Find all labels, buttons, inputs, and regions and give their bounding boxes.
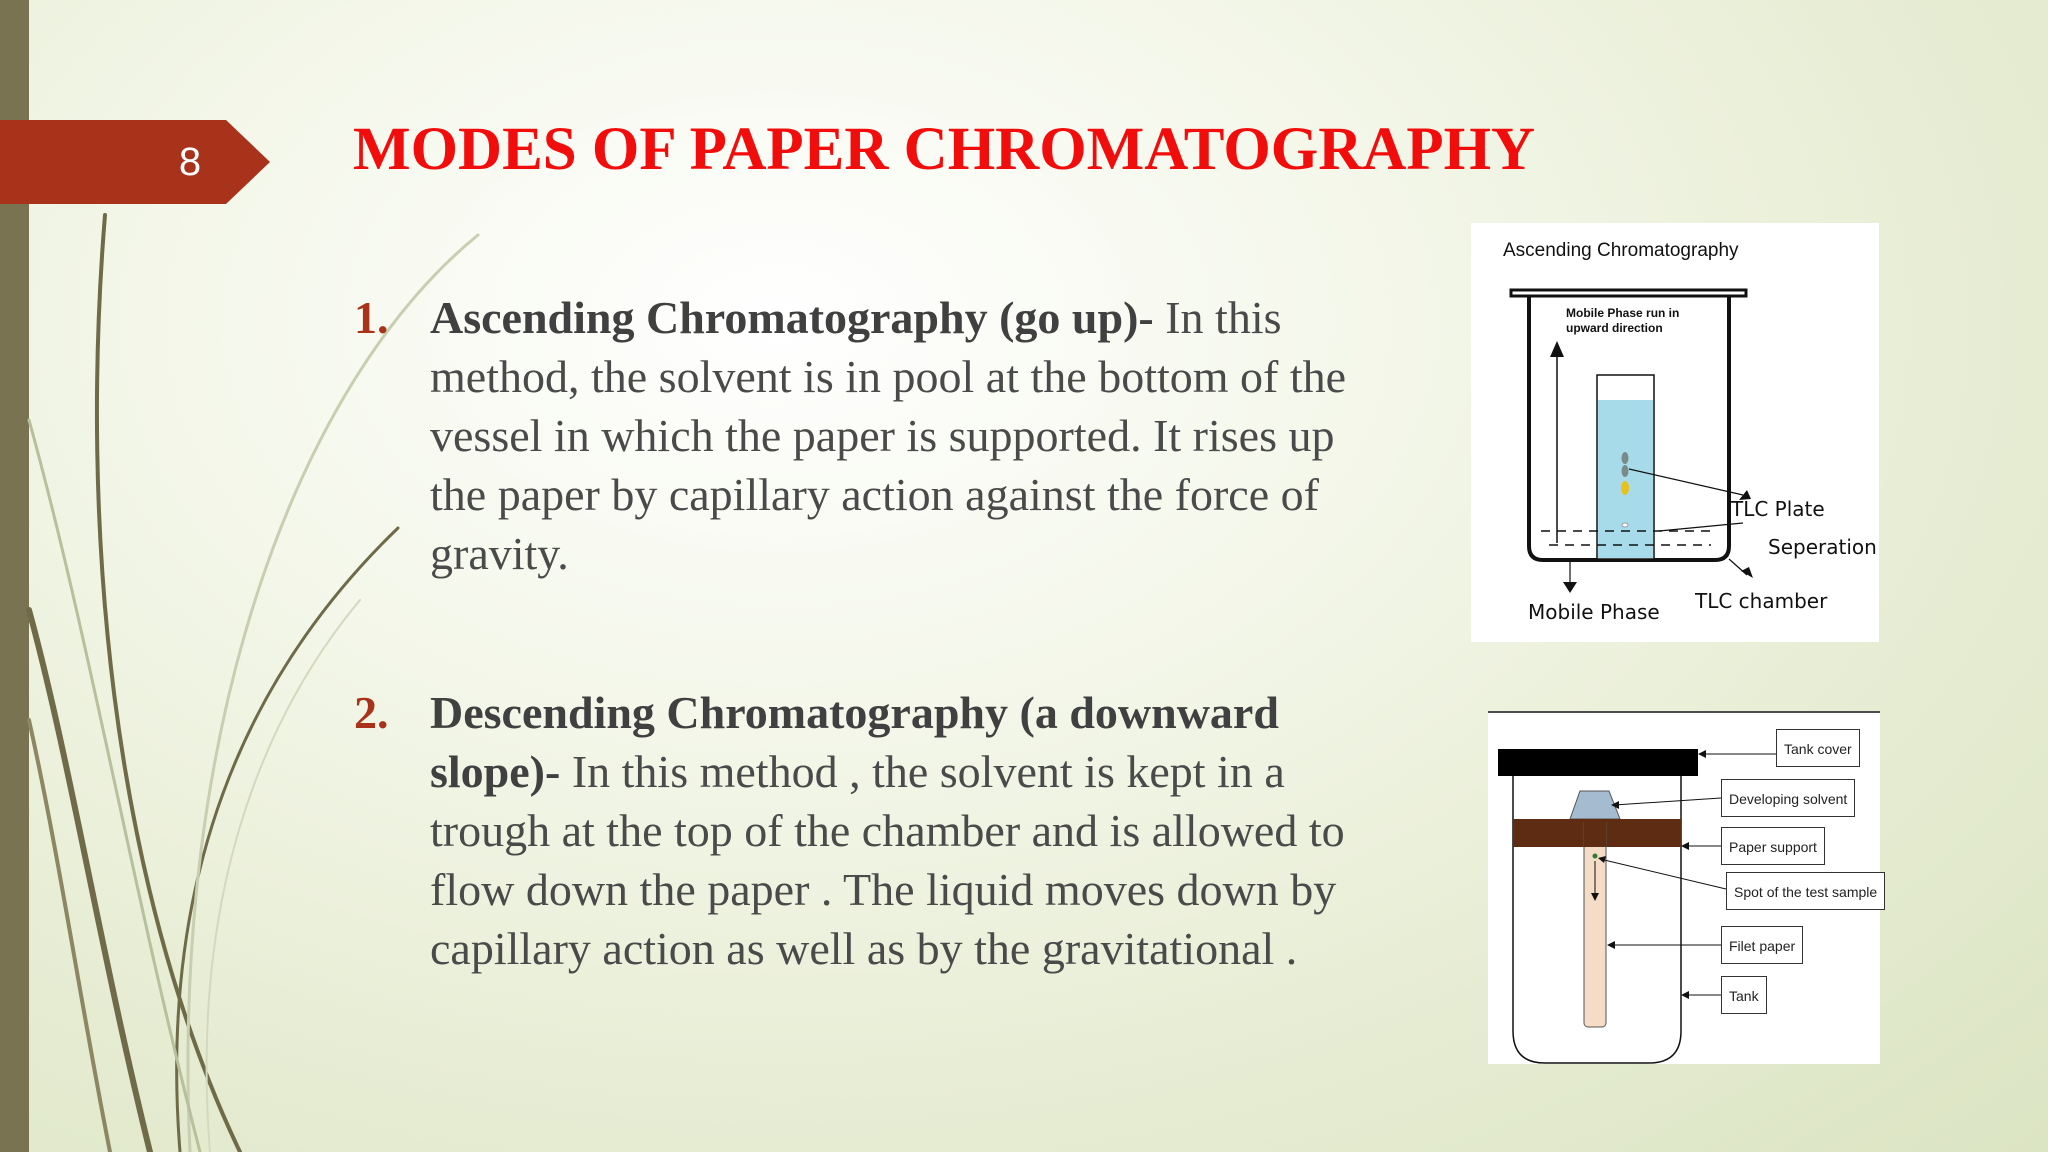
tlc-plate-label: TLC Plate xyxy=(1731,497,1825,521)
tlc-chamber-label: TLC chamber xyxy=(1695,589,1828,613)
spot-label: Spot of the test sample xyxy=(1726,872,1885,910)
page-number: 8 xyxy=(178,140,202,184)
list-item-descending xyxy=(354,683,1384,978)
developing-solvent-label: Developing solvent xyxy=(1721,779,1855,817)
figure-title: Ascending Chromatography xyxy=(1503,240,1739,261)
tank-cover-label: Tank cover xyxy=(1776,729,1860,767)
list-item-text: In this method , the solvent is kept in a trough at the top of the chamber and is allowed to flow down the paper . The liquid moves down by capillary action as well as by the gravitational . xyxy=(430,746,1345,974)
list-item-body xyxy=(430,288,1384,583)
list-item-heading: Descending Chromatography (a downward slope)- xyxy=(430,687,1279,797)
mobile-phase-label: Mobile Phase xyxy=(1528,600,1660,624)
list-item-number: 2. xyxy=(354,687,389,738)
ascending-chromatography-figure xyxy=(1471,223,1879,642)
list-item-text: In this method, the solvent is in pool at the bottom of the vessel in which the paper is supported. It rises up the paper by capillary action against the force of gravity. xyxy=(430,292,1347,579)
filter-paper-label: Filet paper xyxy=(1721,926,1803,964)
page-number-flag xyxy=(0,120,270,204)
separation-label: Seperation xyxy=(1768,535,1877,559)
list-item-ascending xyxy=(354,288,1384,583)
list-item-number: 1. xyxy=(354,292,389,343)
descending-chromatography-figure xyxy=(1488,711,1880,1064)
direction-note: Mobile Phase run in upward direction xyxy=(1566,306,1680,335)
list-item-heading: Ascending Chromatography (go up)- xyxy=(430,292,1154,343)
list-item-body xyxy=(430,683,1384,978)
ascending-diagram xyxy=(1471,223,1879,642)
tank-label: Tank xyxy=(1721,976,1767,1014)
paper-support-label: Paper support xyxy=(1721,827,1825,865)
slide-title: MODES OF PAPER CHROMATOGRAPHY xyxy=(353,116,1536,183)
